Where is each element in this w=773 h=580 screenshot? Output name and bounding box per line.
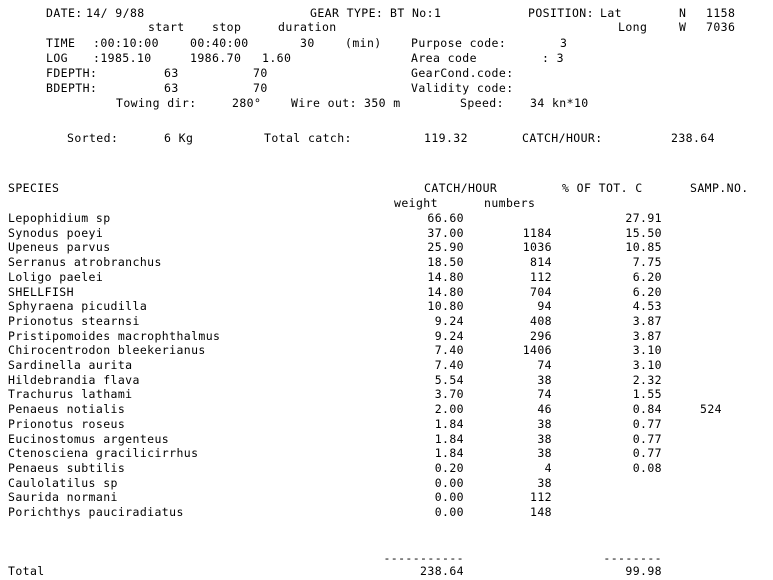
table-row	[0, 359, 773, 372]
total-weight: 238.64	[420, 564, 464, 578]
numbers-cell: 38	[537, 475, 552, 490]
wire-out-label: Wire out:	[291, 96, 357, 110]
table-row	[0, 344, 773, 357]
weight-cell: 7.40	[434, 343, 464, 358]
time-duration: 30	[300, 36, 315, 50]
numbers-subheader: numbers	[484, 196, 536, 210]
numbers-cell: 1406	[522, 343, 552, 358]
bdepth-start: 63	[164, 81, 179, 95]
weight-cell: 1.84	[434, 431, 464, 446]
numbers-cell: 46	[537, 402, 552, 417]
species-cell: Trachurus lathami	[8, 387, 133, 402]
species-cell: Saurida normani	[8, 490, 118, 505]
validity-code-label: Validity code:	[411, 81, 514, 95]
weight-cell: 66.60	[427, 211, 464, 225]
species-cell: Chirocentrodon bleekerianus	[8, 343, 206, 358]
date-label: DATE:	[46, 6, 83, 20]
pct-cell: 0.08	[632, 460, 662, 475]
species-column-header: SPECIES	[8, 181, 60, 195]
towing-dir-value: 280°	[232, 96, 262, 110]
time-start: :00:10:00	[93, 36, 159, 50]
weight-cell: 0.00	[434, 475, 464, 490]
species-cell: Sphyraena picudilla	[8, 299, 148, 314]
table-row	[0, 506, 773, 519]
pct-cell: 27.91	[625, 211, 662, 225]
purpose-code-label: Purpose code:	[411, 36, 507, 50]
species-cell: Eucinostomus argenteus	[8, 431, 170, 446]
speed-label: Speed:	[460, 96, 504, 110]
table-row	[0, 433, 773, 446]
pct-cell: 1.55	[632, 387, 662, 402]
species-cell: SHELLFISH	[8, 284, 74, 299]
pct-cell: 0.77	[632, 416, 662, 431]
position-label: POSITION:	[528, 6, 594, 20]
numbers-cell: 296	[530, 328, 552, 343]
col-start-label: start	[148, 20, 185, 34]
weight-cell: 9.24	[434, 313, 464, 328]
area-code-value: : 3	[542, 51, 564, 65]
weight-cell: 2.00	[434, 402, 464, 417]
numbers-cell: 74	[537, 387, 552, 402]
fdepth-label: FDEPTH:	[46, 66, 98, 80]
table-row	[0, 212, 773, 225]
species-cell: Ctenosciena gracilicirrhus	[8, 446, 199, 461]
weight-cell: 5.54	[434, 372, 464, 387]
numbers-cell: 408	[530, 313, 552, 328]
log-stop: 1986.70	[190, 51, 242, 65]
weight-cell: 14.80	[427, 284, 464, 299]
numbers-cell: 148	[530, 505, 552, 519]
table-row	[0, 300, 773, 313]
weight-cell: 18.50	[427, 255, 464, 270]
pct-cell: 0.77	[632, 431, 662, 446]
species-cell: Caulolatilus sp	[8, 475, 118, 490]
table-row	[0, 418, 773, 431]
weight-cell: 10.80	[427, 299, 464, 314]
pct-cell: 6.20	[632, 284, 662, 299]
table-row	[0, 330, 773, 343]
table-row	[0, 256, 773, 269]
table-row	[0, 477, 773, 490]
pct-cell: 4.53	[632, 299, 662, 314]
long-hemisphere: W	[679, 20, 687, 34]
numbers-cell: 94	[537, 299, 552, 314]
area-code-label: Area code	[411, 51, 477, 65]
purpose-code-value: 3	[560, 36, 568, 50]
gear-type-label: GEAR TYPE:	[310, 6, 384, 20]
weight-total-rule: -----------	[383, 551, 464, 565]
table-row	[0, 491, 773, 504]
long-label: Long	[618, 20, 648, 34]
numbers-cell: 1036	[522, 240, 552, 255]
weight-cell: 1.84	[434, 446, 464, 461]
table-row	[0, 241, 773, 254]
sorted-value: 6 Kg	[164, 131, 194, 145]
table-row	[0, 271, 773, 284]
table-row	[0, 447, 773, 460]
numbers-cell: 814	[530, 255, 552, 270]
species-cell: Loligo paelei	[8, 269, 104, 284]
weight-cell: 3.70	[434, 387, 464, 402]
pct-cell: 3.87	[632, 313, 662, 328]
col-duration-label: duration	[278, 20, 337, 34]
time-label: TIME	[46, 36, 76, 50]
weight-cell: 14.80	[427, 269, 464, 284]
pct-cell: 6.20	[632, 269, 662, 284]
col-stop-label: stop	[212, 20, 242, 34]
total-catch-value: 119.32	[424, 131, 468, 145]
pct-cell: 3.87	[632, 328, 662, 343]
species-cell: Hildebrandia flava	[8, 372, 140, 387]
weight-cell: 37.00	[427, 225, 464, 240]
date-value: 14/ 9/88	[86, 6, 145, 20]
towing-dir-label: Towing dir:	[116, 96, 197, 110]
total-catch-label: Total catch:	[264, 131, 352, 145]
species-cell: Serranus atrobranchus	[8, 255, 162, 270]
numbers-cell: 112	[530, 269, 552, 284]
sample-number-cell: 524	[700, 402, 722, 417]
pct-cell: 10.85	[625, 240, 662, 255]
log-label: LOG	[46, 51, 68, 65]
weight-cell: 0.20	[434, 460, 464, 475]
gearcond-code-label: GearCond.code:	[411, 66, 514, 80]
table-row	[0, 388, 773, 401]
numbers-cell: 38	[537, 431, 552, 446]
numbers-cell: 74	[537, 358, 552, 372]
species-cell: Penaeus subtilis	[8, 460, 126, 475]
table-row	[0, 462, 773, 475]
numbers-cell: 1184	[522, 225, 552, 240]
time-unit: (min)	[345, 36, 382, 50]
wire-out-value: 350 m	[364, 96, 401, 110]
weight-cell: 9.24	[434, 328, 464, 343]
species-cell: Prionotus stearnsi	[8, 313, 140, 328]
table-row	[0, 403, 773, 416]
species-cell: Pristipomoides macrophthalmus	[8, 328, 221, 343]
numbers-cell: 38	[537, 372, 552, 387]
species-cell: Synodus poeyi	[8, 225, 104, 240]
pct-total-rule: --------	[603, 551, 662, 565]
weight-cell: 7.40	[434, 358, 464, 372]
catch-hour-column-header: CATCH/HOUR	[424, 181, 498, 195]
lat-hemisphere: N	[679, 6, 687, 20]
pct-total-column-header: % OF TOT. C	[562, 181, 643, 195]
lat-label: Lat	[600, 6, 622, 20]
long-value: 7036	[706, 20, 736, 34]
log-duration: 1.60	[262, 51, 292, 65]
catch-per-hour-value: 238.64	[671, 131, 715, 145]
species-cell: Upeneus parvus	[8, 240, 111, 255]
sorted-label: Sorted:	[67, 131, 119, 145]
species-cell: Sardinella aurita	[8, 358, 133, 372]
pct-cell: 0.77	[632, 446, 662, 461]
bdepth-stop: 70	[253, 81, 268, 95]
pct-cell: 15.50	[625, 225, 662, 240]
fdepth-start: 63	[164, 66, 179, 80]
total-pct: 99.98	[625, 564, 662, 578]
gear-type-value: BT No:1	[390, 6, 442, 20]
pct-cell: 0.84	[632, 402, 662, 417]
pct-cell: 3.10	[632, 358, 662, 372]
weight-cell: 0.00	[434, 505, 464, 519]
speed-value: 34 kn*10	[530, 96, 589, 110]
numbers-cell: 38	[537, 446, 552, 461]
weight-subheader: weight	[394, 196, 438, 210]
numbers-cell: 112	[530, 490, 552, 505]
species-cell: Prionotus roseus	[8, 416, 126, 431]
species-cell: Lepophidium sp	[8, 211, 111, 225]
numbers-cell: 38	[537, 416, 552, 431]
log-start: :1985.10	[93, 51, 152, 65]
catch-per-hour-label: CATCH/HOUR:	[522, 131, 603, 145]
weight-cell: 25.90	[427, 240, 464, 255]
pct-cell: 7.75	[632, 255, 662, 270]
species-cell: Penaeus notialis	[8, 402, 126, 417]
bdepth-label: BDEPTH:	[46, 81, 98, 95]
pct-cell: 2.32	[632, 372, 662, 387]
species-cell: Porichthys pauciradiatus	[8, 505, 184, 519]
fdepth-stop: 70	[253, 66, 268, 80]
lat-value: 1158	[706, 6, 736, 20]
sample-number-column-header: SAMP.NO.	[690, 181, 749, 195]
pct-cell: 3.10	[632, 343, 662, 358]
total-label: Total	[8, 564, 45, 578]
numbers-cell: 704	[530, 284, 552, 299]
weight-cell: 1.84	[434, 416, 464, 431]
numbers-cell: 4	[544, 460, 552, 475]
table-row	[0, 315, 773, 328]
table-row	[0, 286, 773, 299]
table-row	[0, 227, 773, 240]
weight-cell: 0.00	[434, 490, 464, 505]
time-stop: 00:40:00	[190, 36, 249, 50]
table-row	[0, 374, 773, 387]
